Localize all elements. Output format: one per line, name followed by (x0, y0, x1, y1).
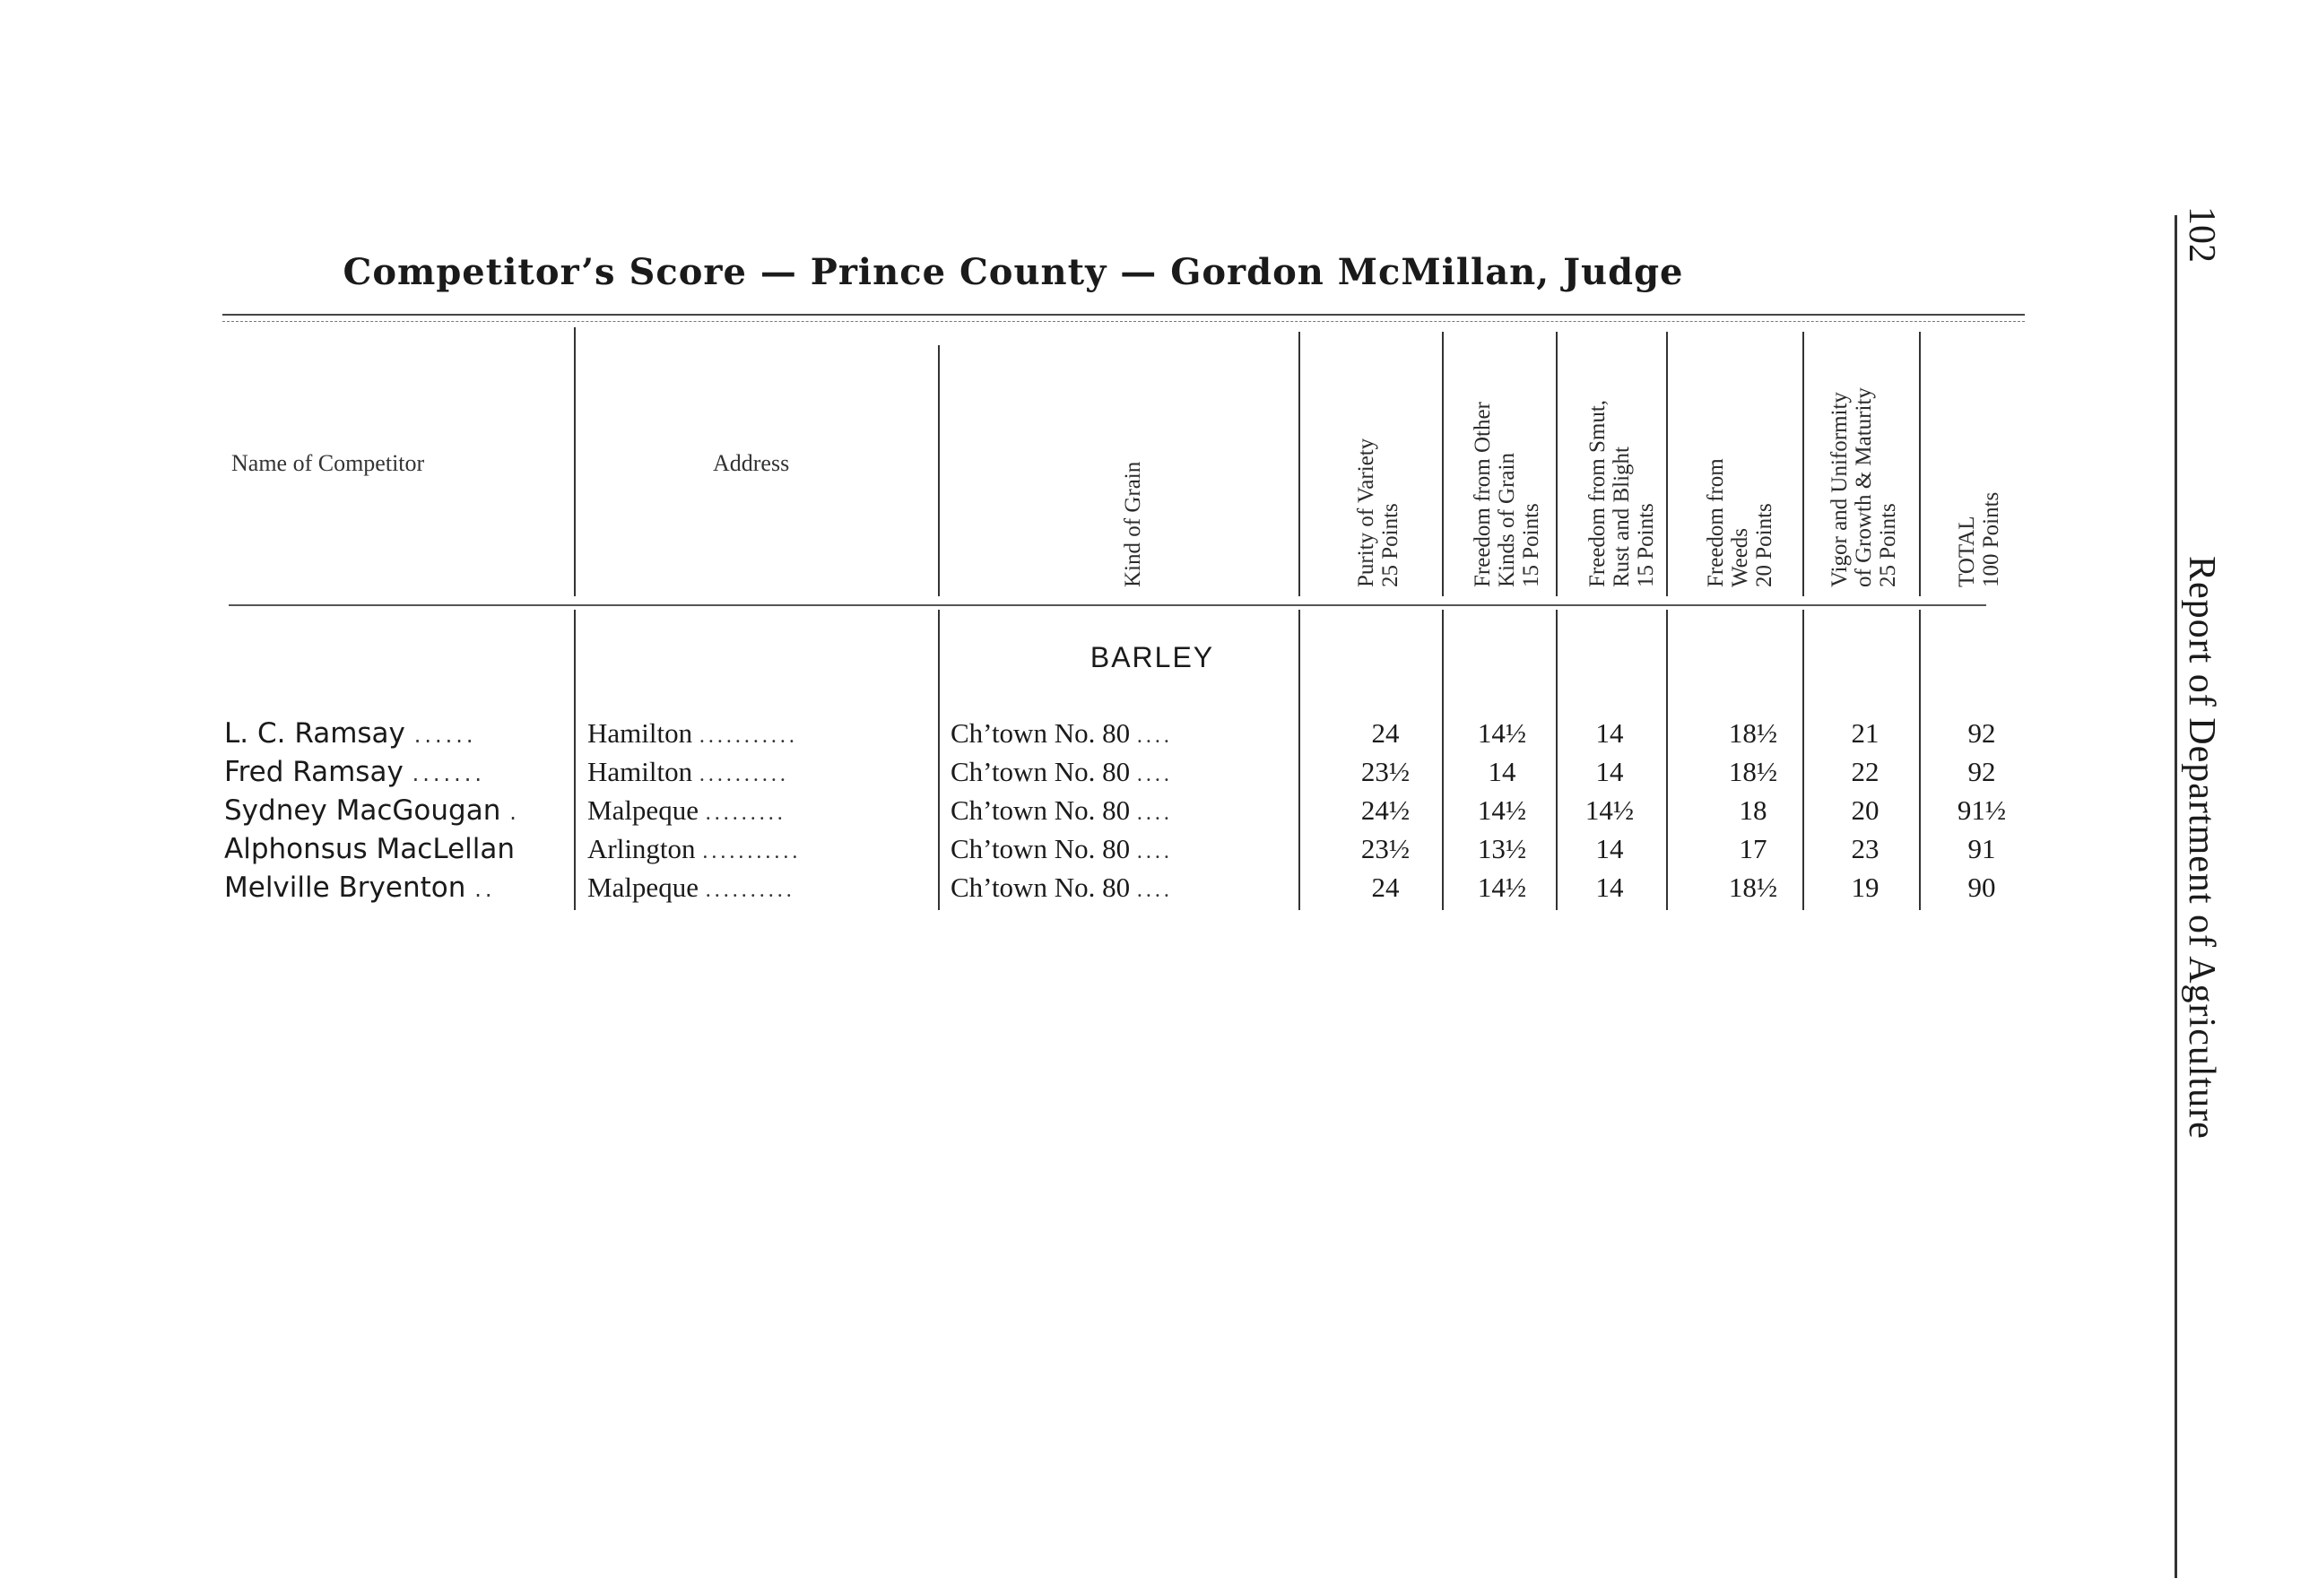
competitor-address: Malpeque ......... (587, 794, 786, 826)
score-other-grain: 14½ (1477, 794, 1527, 826)
column-rule (1442, 332, 1444, 596)
score-purity: 24½ (1360, 794, 1411, 826)
score-total: 90 (1967, 872, 1996, 903)
column-rule (1556, 332, 1558, 596)
column-rule (1298, 332, 1300, 596)
score-total: 92 (1967, 756, 1996, 787)
competitor-address: Malpeque .......... (587, 872, 795, 903)
score-vigor: 21 (1851, 717, 1880, 749)
competitor-name: Fred Ramsay ....... (224, 756, 486, 788)
competitor-name: Sydney MacGougan . (224, 794, 520, 827)
score-other-grain: 13½ (1477, 833, 1527, 864)
score-total: 91½ (1957, 794, 2007, 826)
grain-kind: Ch’town No. 80 .... (951, 756, 1173, 787)
column-rule (1666, 332, 1668, 596)
header-vigor-text: Vigor and Uniformity of Growth & Maturity 25 Points (1827, 387, 1900, 587)
score-total: 92 (1967, 717, 1996, 749)
section-barley: BARLEY (1090, 641, 1215, 673)
header-name: Name of Competitor (231, 450, 425, 476)
score-weeds: 18½ (1728, 717, 1778, 749)
score-other-grain: 14½ (1477, 717, 1527, 749)
header-smut-text: Freedom from Smut, Rust and Blight 15 Points (1585, 399, 1658, 587)
score-smut: 14 (1595, 872, 1624, 903)
score-smut: 14 (1595, 833, 1624, 864)
grain-kind: Ch’town No. 80 .... (951, 794, 1173, 826)
score-purity: 23½ (1360, 756, 1411, 787)
column-rule (938, 345, 940, 596)
header-weeds-text: Freedom from Weeds 20 Points (1704, 458, 1776, 587)
grain-kind: Ch’town No. 80 .... (951, 717, 1173, 749)
grain-kind: Ch’town No. 80 .... (951, 872, 1173, 903)
score-vigor: 23 (1851, 833, 1880, 864)
table-row (0, 833, 2318, 871)
table-row (0, 794, 2318, 832)
page-number: 102 (2181, 206, 2222, 263)
score-purity: 23½ (1360, 833, 1411, 864)
column-rule (1802, 332, 1804, 596)
score-other-grain: 14½ (1477, 872, 1527, 903)
title-rule (222, 314, 2025, 316)
running-head-title: Report of Department of Agriculture (2181, 556, 2222, 1140)
score-vigor: 22 (1851, 756, 1880, 787)
competitor-name: Alphonsus MacLellan (224, 833, 516, 865)
header-address: Address (713, 450, 790, 476)
score-weeds: 18 (1739, 794, 1767, 826)
score-other-grain: 14 (1488, 756, 1516, 787)
header-grain-text: Kind of Grain (1121, 461, 1145, 587)
header-purity-text: Purity of Variety 25 Points (1354, 438, 1402, 587)
grain-kind: Ch’town No. 80 .... (951, 833, 1173, 864)
score-total: 91 (1967, 833, 1996, 864)
score-smut: 14 (1595, 717, 1624, 749)
title-rule-dashed (222, 321, 2025, 322)
table-row (0, 872, 2318, 909)
competitor-name: L. C. Ramsay ...... (224, 717, 477, 750)
header-rule (229, 604, 1986, 606)
table-row (0, 717, 2318, 755)
score-purity: 24 (1371, 717, 1400, 749)
column-rule (574, 327, 576, 596)
score-smut: 14 (1595, 756, 1624, 787)
score-vigor: 19 (1851, 872, 1880, 903)
header-other-grain-text: Freedom from Other Kinds of Grain 15 Points (1471, 402, 1543, 587)
column-rule (1919, 332, 1921, 596)
competitor-address: Hamilton ........... (587, 717, 798, 749)
score-purity: 24 (1371, 872, 1400, 903)
competitor-address: Arlington ........... (587, 833, 802, 864)
score-smut: 14½ (1584, 794, 1635, 826)
score-vigor: 20 (1851, 794, 1880, 826)
score-weeds: 17 (1739, 833, 1767, 864)
competitor-name: Melville Bryenton .. (224, 872, 496, 904)
score-weeds: 18½ (1728, 872, 1778, 903)
header-total-text: TOTAL 100 Points (1955, 491, 2003, 587)
table-title: Competitor’s Score — Prince County — Gordon McMillan, Judge (343, 251, 1684, 293)
table-row (0, 756, 2318, 794)
score-weeds: 18½ (1728, 756, 1778, 787)
competitor-address: Hamilton .......... (587, 756, 789, 787)
